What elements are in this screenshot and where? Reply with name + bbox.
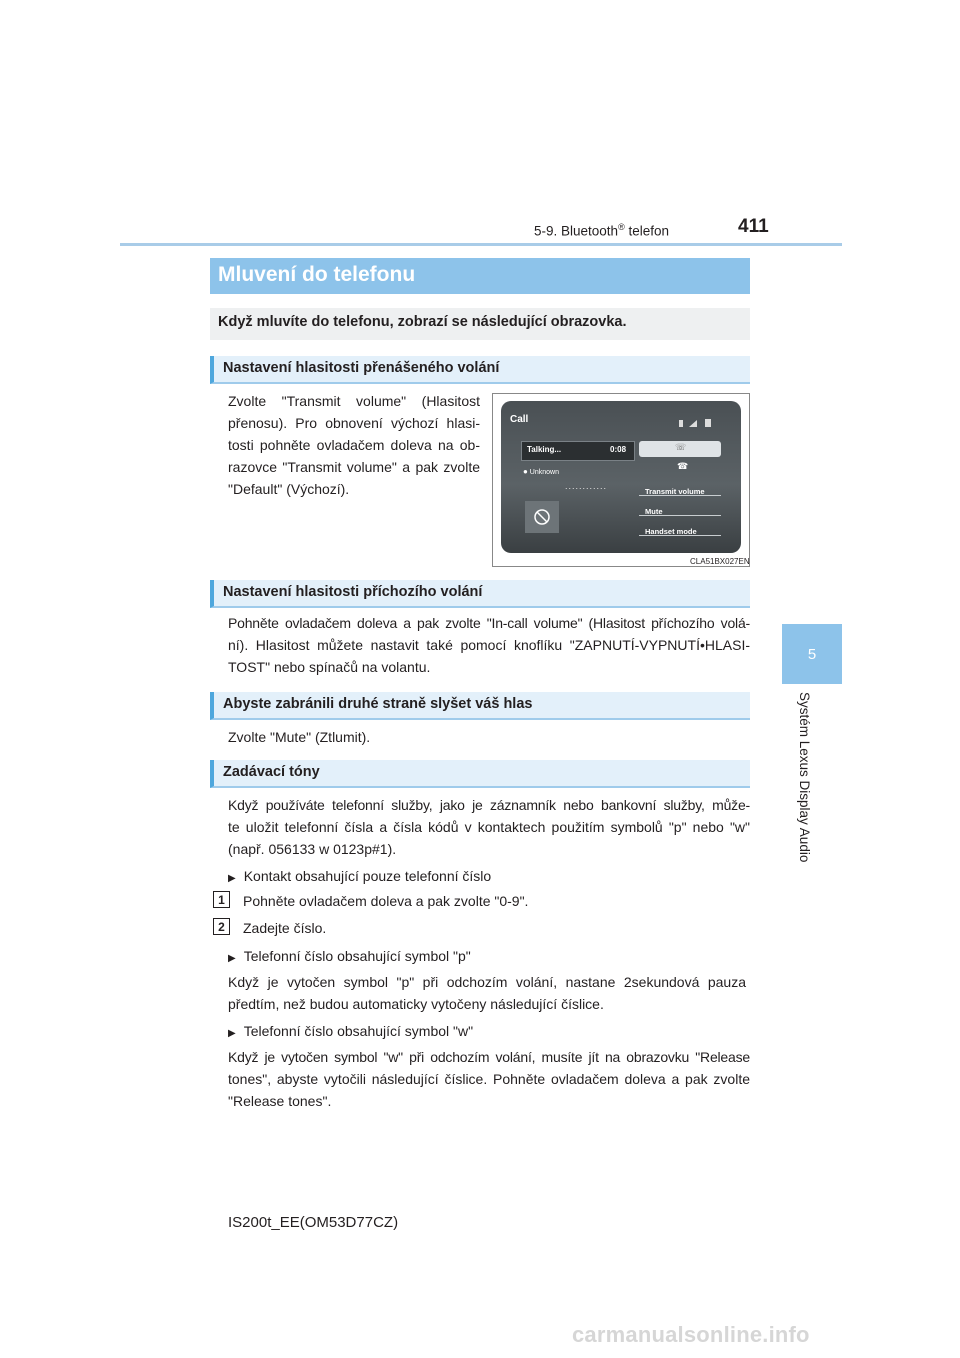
text-line: TOST" nebo spínačů na volantu. — [228, 659, 431, 675]
page-title: Mluvení do telefonu — [210, 258, 750, 294]
text-line: razovce "Transmit volume" a pak zvolte — [228, 459, 480, 475]
talking-bar — [521, 441, 635, 461]
screen-title: Call — [510, 414, 529, 425]
text-line: Když je vytočen symbol "w" při odchozím volání, musíte jít na obrazovku "Release — [228, 1049, 750, 1065]
transmit-volume-heading: Nastavení hlasitosti přenášeného volání — [210, 356, 750, 384]
call-timer: 0:08 — [610, 445, 627, 454]
transmit-volume-text — [228, 390, 480, 500]
bullet-w-symbol: ▶ Telefonní číslo obsahující symbol "w" — [228, 1023, 474, 1039]
mute-text: Zvolte "Mute" (Ztlumit). — [228, 729, 371, 745]
text-line: Pohněte ovladačem doleva a pak zvolte "In-call volume" (Hlasitost příchozího volá- — [228, 615, 750, 631]
end-call-icon — [525, 501, 559, 533]
chapter-tab — [782, 624, 842, 684]
tones-heading: Zadávací tóny — [210, 760, 750, 788]
caller-row — [523, 467, 559, 476]
registered-mark: ® — [618, 222, 625, 232]
status-icons — [677, 415, 717, 425]
phone-small-icon: ☎ — [677, 461, 689, 471]
text-line: Když používáte telefonní služby, jako je záznamník nebo bankovní služby, může- — [228, 797, 750, 813]
caller-name: Unknown — [529, 469, 559, 476]
display-screen — [501, 401, 741, 553]
p-symbol-text — [228, 971, 746, 1015]
menu-label: Handset mode — [645, 527, 697, 536]
w-symbol-text — [228, 1046, 750, 1112]
menu-label: Transmit volume — [645, 487, 705, 496]
mute-heading: Abyste zabránili druhé straně slyšet váš hlas — [210, 692, 750, 720]
handset-button[interactable] — [639, 441, 721, 457]
text-line: přenosu). Pro obnovení výchozí hlasi- — [228, 415, 480, 431]
step-2-text: Zadejte číslo. — [243, 920, 327, 936]
step-1-badge: 1 — [213, 891, 230, 908]
signal-battery-icon — [677, 418, 717, 428]
text-line: tones", abyste vytočili následující číslice. Pohněte ovladačem doleva a pak zvolte — [228, 1071, 750, 1087]
text-line: (např. 056133 w 0123p#1). — [228, 841, 397, 857]
triangle-bullet-icon: ▶ — [228, 1028, 236, 1039]
menu-label: Mute — [645, 507, 663, 516]
step-2-badge: 2 — [213, 918, 230, 935]
text-line: "Default" (Výchozí). — [228, 481, 350, 497]
menu-transmit-volume[interactable] — [639, 481, 721, 496]
incoming-volume-heading: Nastavení hlasitosti příchozího volání — [210, 580, 750, 608]
phone-icon: ☏ — [675, 442, 687, 452]
person-icon: ● — [523, 467, 528, 476]
dial-dots: ............ — [565, 481, 608, 491]
section-heading: 5-9. Bluetooth® telefon — [534, 222, 669, 239]
text-line: ní). Hlasitost můžete nastavit také pomocí knoflíku "ZAPNUTÍ-VYPNUTÍ•HLASI- — [228, 637, 750, 653]
menu-mute[interactable] — [639, 501, 721, 516]
menu-handset-mode[interactable] — [639, 521, 721, 536]
figure-code: CLA51BX027EN — [690, 557, 750, 566]
header-rule — [120, 243, 842, 246]
document-code: IS200t_EE(OM53D77CZ) — [228, 1214, 399, 1231]
triangle-bullet-icon: ▶ — [228, 953, 236, 964]
watermark: carmanualsonline.info — [572, 1322, 810, 1347]
text-line: te uložit telefonní čísla a čísla kódů v kontaktech použitím symbolů "p" nebo "w" — [228, 819, 750, 835]
intro-text: Když mluvíte do telefonu, zobrazí se následující obrazovka. — [210, 308, 750, 340]
talking-label: Talking... — [527, 445, 562, 454]
text-line: předtím, než budou automaticky vytočeny následující číslice. — [228, 996, 604, 1012]
chapter-title: Systém Lexus Display Audio — [797, 692, 812, 863]
step-1-text: Pohněte ovladačem doleva a pak zvolte "0-9". — [243, 893, 529, 909]
tones-intro — [228, 794, 750, 860]
bullet-p-symbol: ▶ Telefonní číslo obsahující symbol "p" — [228, 948, 471, 964]
text-line: Zvolte "Transmit volume" (Hlasitost — [228, 393, 480, 409]
incoming-volume-text — [228, 612, 750, 678]
text-line: Když je vytočen symbol "p" při odchozím volání, nastane 2sekundová pauza — [228, 974, 746, 990]
page-number: 411 — [738, 216, 769, 237]
text-line: tosti pohněte ovladačem doleva na ob- — [228, 437, 480, 453]
end-call-button[interactable] — [525, 501, 559, 533]
text-line: "Release tones". — [228, 1093, 332, 1109]
bullet-contact-number: ▶ Kontakt obsahující pouze telefonní číslo — [228, 868, 492, 884]
triangle-bullet-icon: ▶ — [228, 873, 236, 884]
chapter-number: 5 — [807, 645, 817, 663]
